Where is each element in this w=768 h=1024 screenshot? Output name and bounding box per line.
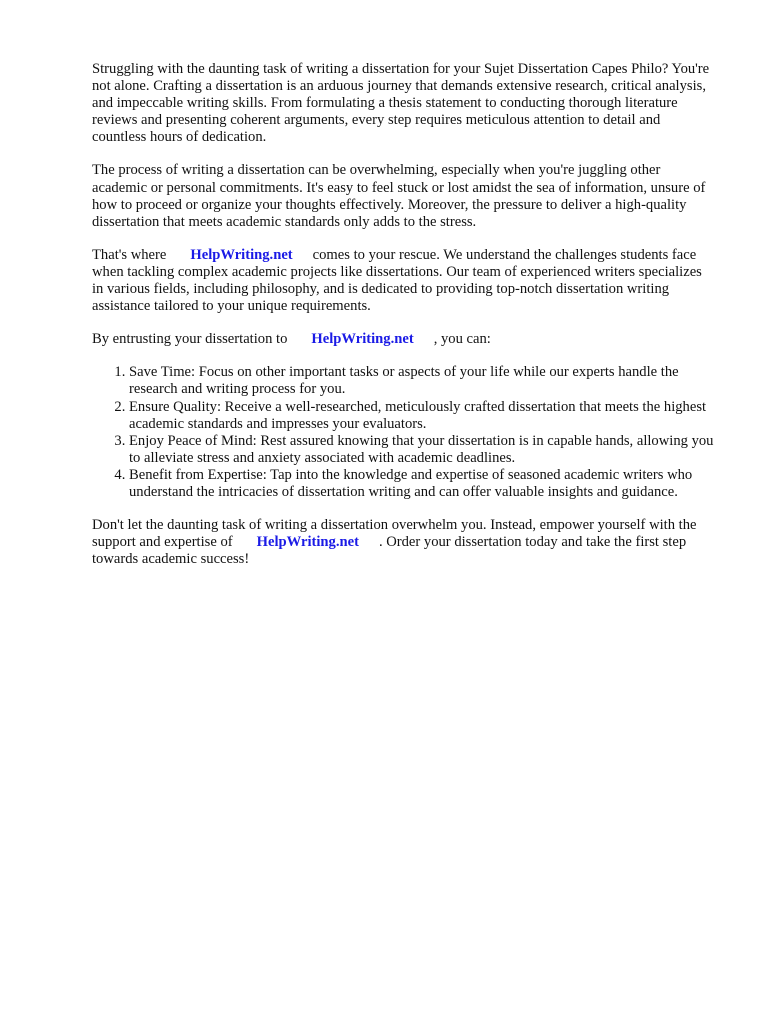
- list-item: 4. Benefit from Expertise: Tap into the knowledge and expertise of seasoned academic writers who understand the intricacies of dissertation writing and can offer valuable insights and guidance.: [129, 467, 716, 501]
- rescue-text-after: comes to your rescue. We understand the challenges students face when tackling complex academic projects like dissertations. Our team of experienced writers specializes in various fields, including philosophy, and is dedicated to providing top-notch dissertation writing assistance tailored to your unique requirements.: [92, 246, 702, 315]
- rescue-paragraph: [92, 247, 716, 315]
- list-item: 3. Enjoy Peace of Mind: Rest assured knowing that your dissertation is in capable hands, allowing you to alleviate stress and anxiety associated with academic deadlines.: [129, 433, 716, 467]
- closing-text-before: Don't let the daunting task of writing a dissertation overwhelm you. Instead, empower yourself with the support and expertise of: [92, 517, 697, 551]
- list-item: 2. Ensure Quality: Receive a well-researched, meticulously crafted dissertation that meets the highest academic standards and impresses your evaluators.: [129, 399, 716, 433]
- closing-paragraph: [92, 517, 716, 568]
- intro-text: Struggling with the daunting task of writing a dissertation for your Sujet Dissertation Capes Philo? You're not alone. Crafting a dissertation is an arduous journey that demands extensive research, critical analysis, and impeccable writing skills. From formulating a thesis statement to conducting thorough literature reviews and presenting coherent arguments, every step requires meticulous attention to detail and countless hours of dedication.: [92, 61, 710, 146]
- rescue-text-before: That's where: [92, 246, 167, 263]
- benefits-list: [92, 364, 716, 501]
- helpwriting-link[interactable]: HelpWriting.net: [256, 534, 359, 551]
- closing-text-after: . Order your dissertation today and take the first step towards academic success!: [92, 534, 687, 568]
- entrust-paragraph: [92, 331, 716, 348]
- process-text: The process of writing a dissertation can be overwhelming, especially when you're juggling other academic or personal commitments. It's easy to feel stuck or lost amidst the sea of information, unsure of how to proceed or organize your thoughts effectively. Moreover, the pressure to deliver a high-quality dissertation that meets academic standards only adds to the stress.: [92, 162, 706, 230]
- helpwriting-link[interactable]: HelpWriting.net: [311, 331, 414, 348]
- process-paragraph: [92, 162, 716, 230]
- intro-paragraph: [92, 61, 716, 146]
- helpwriting-link[interactable]: HelpWriting.net: [190, 246, 293, 263]
- entrust-text-after: , you can:: [433, 331, 491, 348]
- list-item: 1. Save Time: Focus on other important tasks or aspects of your life while our experts handle the research and writing process for you.: [129, 364, 716, 398]
- entrust-text-before: By entrusting your dissertation to: [92, 331, 288, 348]
